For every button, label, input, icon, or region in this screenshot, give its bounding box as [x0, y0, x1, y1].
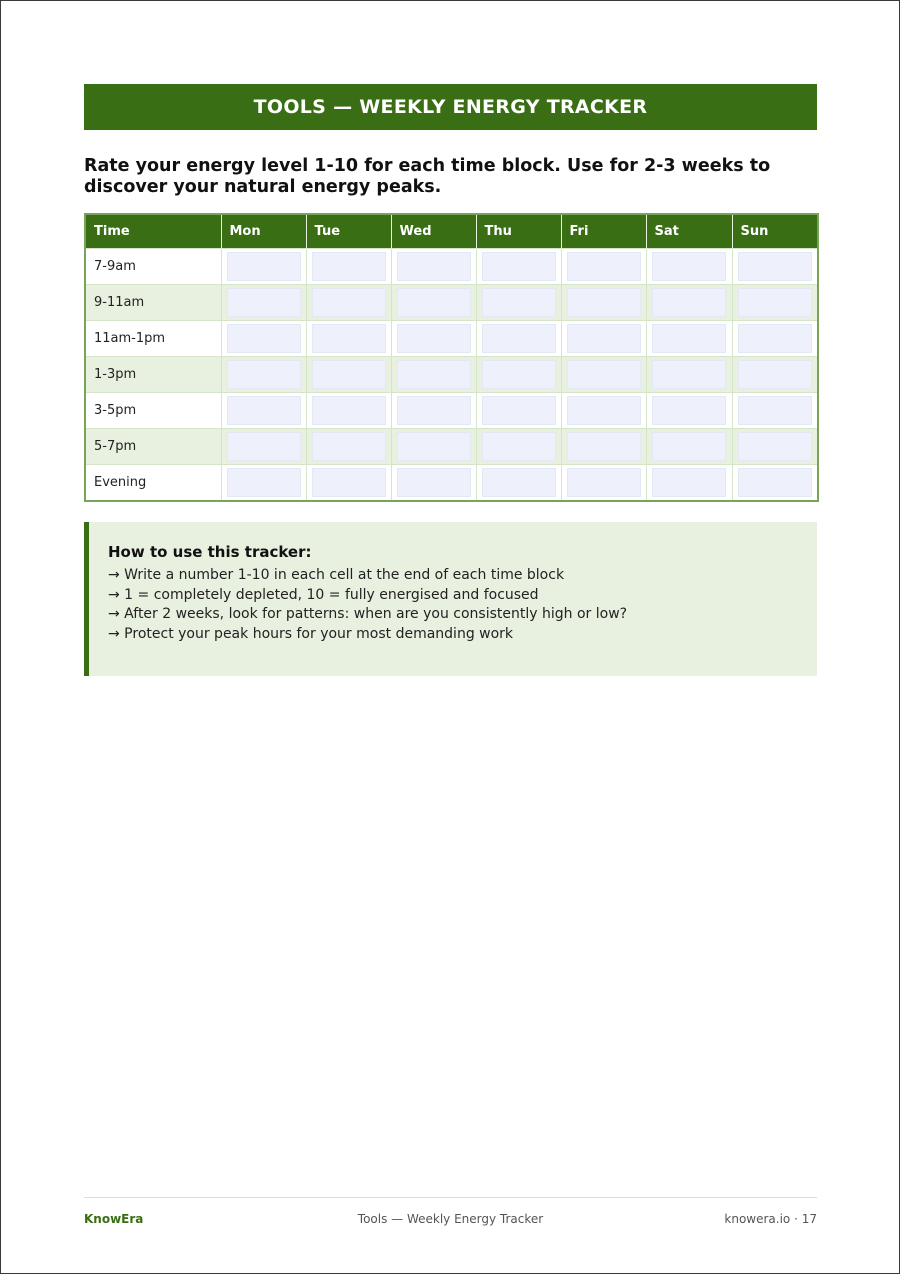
rating-cell-sun [732, 285, 818, 321]
table-row [85, 249, 818, 285]
rating-entry-box[interactable] [312, 360, 386, 389]
banner-title: TOOLS — WEEKLY ENERGY TRACKER [253, 96, 648, 118]
footer-divider [84, 1197, 817, 1198]
rating-cell-wed [391, 465, 476, 502]
rating-entry-box[interactable] [567, 468, 641, 497]
rating-cell-sun [732, 249, 818, 285]
rating-entry-box[interactable] [397, 288, 471, 317]
rating-entry-box[interactable] [312, 468, 386, 497]
section-banner [84, 84, 817, 130]
time-block-label: 1-3pm [85, 357, 221, 393]
table-row [85, 429, 818, 465]
header-tue: Tue [306, 214, 391, 249]
rating-cell-wed [391, 393, 476, 429]
rating-entry-box[interactable] [652, 396, 726, 425]
time-block-label: 7-9am [85, 249, 221, 285]
rating-cell-thu [476, 357, 561, 393]
rating-cell-mon [221, 393, 306, 429]
rating-entry-box[interactable] [397, 324, 471, 353]
header-fri: Fri [561, 214, 646, 249]
rating-entry-box[interactable] [652, 360, 726, 389]
rating-entry-box[interactable] [567, 396, 641, 425]
header-wed: Wed [391, 214, 476, 249]
rating-cell-tue [306, 249, 391, 285]
rating-cell-sat [646, 429, 732, 465]
time-block-label: 11am-1pm [85, 321, 221, 357]
rating-cell-sat [646, 465, 732, 502]
rating-entry-box[interactable] [227, 396, 301, 425]
rating-cell-wed [391, 429, 476, 465]
rating-entry-box[interactable] [482, 396, 556, 425]
rating-entry-box[interactable] [312, 252, 386, 281]
rating-cell-sat [646, 393, 732, 429]
rating-entry-box[interactable] [397, 360, 471, 389]
rating-cell-tue [306, 321, 391, 357]
rating-entry-box[interactable] [567, 432, 641, 461]
rating-entry-box[interactable] [567, 288, 641, 317]
rating-cell-sat [646, 357, 732, 393]
rating-cell-thu [476, 393, 561, 429]
rating-cell-thu [476, 321, 561, 357]
rating-entry-box[interactable] [227, 288, 301, 317]
rating-entry-box[interactable] [312, 288, 386, 317]
rating-entry-box[interactable] [397, 432, 471, 461]
rating-cell-fri [561, 429, 646, 465]
rating-entry-box[interactable] [652, 252, 726, 281]
rating-entry-box[interactable] [482, 468, 556, 497]
rating-entry-box[interactable] [312, 396, 386, 425]
time-block-label: Evening [85, 465, 221, 502]
rating-cell-fri [561, 249, 646, 285]
rating-cell-sun [732, 321, 818, 357]
rating-cell-tue [306, 357, 391, 393]
rating-cell-mon [221, 465, 306, 502]
footer-page-info: knowera.io · 17 [724, 1212, 817, 1226]
rating-cell-sun [732, 465, 818, 502]
rating-cell-thu [476, 249, 561, 285]
rating-entry-box[interactable] [227, 468, 301, 497]
rating-entry-box[interactable] [482, 288, 556, 317]
rating-entry-box[interactable] [227, 252, 301, 281]
rating-cell-mon [221, 357, 306, 393]
rating-entry-box[interactable] [312, 432, 386, 461]
rating-entry-box[interactable] [227, 324, 301, 353]
time-block-label: 5-7pm [85, 429, 221, 465]
header-sun: Sun [732, 214, 818, 249]
how-to-item: → After 2 weeks, look for patterns: when are you consistently high or low? [108, 606, 628, 622]
rating-entry-box[interactable] [567, 252, 641, 281]
rating-cell-sun [732, 357, 818, 393]
rating-entry-box[interactable] [738, 252, 812, 281]
rating-entry-box[interactable] [312, 324, 386, 353]
how-to-item: → Protect your peak hours for your most demanding work [108, 625, 514, 642]
rating-entry-box[interactable] [652, 324, 726, 353]
footer-brand: KnowEra [84, 1212, 144, 1226]
rating-cell-tue [306, 429, 391, 465]
rating-cell-mon [221, 321, 306, 357]
rating-cell-thu [476, 465, 561, 502]
table-header-row [85, 214, 818, 249]
rating-cell-thu [476, 285, 561, 321]
rating-cell-wed [391, 357, 476, 393]
rating-entry-box[interactable] [397, 396, 471, 425]
rating-entry-box[interactable] [397, 252, 471, 281]
time-block-label: 3-5pm [85, 393, 221, 429]
intro-instructions: Rate your energy level 1-10 for each time block. Use for 2-3 weeks to discover your natural energy peaks. [84, 156, 771, 197]
rating-entry-box[interactable] [482, 360, 556, 389]
rating-entry-box[interactable] [652, 432, 726, 461]
rating-entry-box[interactable] [227, 432, 301, 461]
how-to-item: → Write a number 1-10 in each cell at the end of each time block [108, 567, 565, 583]
rating-entry-box[interactable] [567, 324, 641, 353]
rating-cell-sat [646, 249, 732, 285]
rating-cell-tue [306, 393, 391, 429]
time-block-label: 9-11am [85, 285, 221, 321]
rating-cell-tue [306, 285, 391, 321]
rating-cell-sun [732, 393, 818, 429]
rating-cell-fri [561, 465, 646, 502]
table-row [85, 357, 818, 393]
rating-cell-sun [732, 429, 818, 465]
rating-cell-sat [646, 321, 732, 357]
rating-cell-mon [221, 429, 306, 465]
rating-cell-wed [391, 285, 476, 321]
rating-entry-box[interactable] [738, 288, 812, 317]
rating-cell-fri [561, 321, 646, 357]
rating-entry-box[interactable] [652, 468, 726, 497]
energy-tracker-table [84, 213, 819, 502]
rating-cell-fri [561, 357, 646, 393]
table-row [85, 285, 818, 321]
rating-cell-sat [646, 285, 732, 321]
rating-entry-box[interactable] [397, 468, 471, 497]
rating-entry-box[interactable] [482, 324, 556, 353]
rating-cell-thu [476, 429, 561, 465]
rating-entry-box[interactable] [482, 252, 556, 281]
header-time: Time [85, 214, 221, 249]
how-to-item: → 1 = completely depleted, 10 = fully energised and focused [108, 586, 539, 603]
rating-cell-mon [221, 249, 306, 285]
rating-entry-box[interactable] [567, 360, 641, 389]
rating-entry-box[interactable] [738, 468, 812, 497]
rating-entry-box[interactable] [738, 432, 812, 461]
rating-cell-wed [391, 321, 476, 357]
how-to-title: How to use this tracker: [108, 543, 312, 561]
how-to-use-box [84, 522, 817, 676]
rating-entry-box[interactable] [652, 288, 726, 317]
rating-cell-wed [391, 249, 476, 285]
table-row [85, 321, 818, 357]
rating-entry-box[interactable] [227, 360, 301, 389]
header-mon: Mon [221, 214, 306, 249]
footer-section-title: Tools — Weekly Energy Tracker [357, 1212, 544, 1226]
rating-entry-box[interactable] [738, 396, 812, 425]
header-thu: Thu [476, 214, 561, 249]
rating-entry-box[interactable] [482, 432, 556, 461]
table-row [85, 393, 818, 429]
rating-cell-fri [561, 393, 646, 429]
rating-entry-box[interactable] [738, 360, 812, 389]
rating-cell-tue [306, 465, 391, 502]
table-row [85, 465, 818, 502]
header-sat: Sat [646, 214, 732, 249]
rating-cell-mon [221, 285, 306, 321]
rating-cell-fri [561, 285, 646, 321]
rating-entry-box[interactable] [738, 324, 812, 353]
